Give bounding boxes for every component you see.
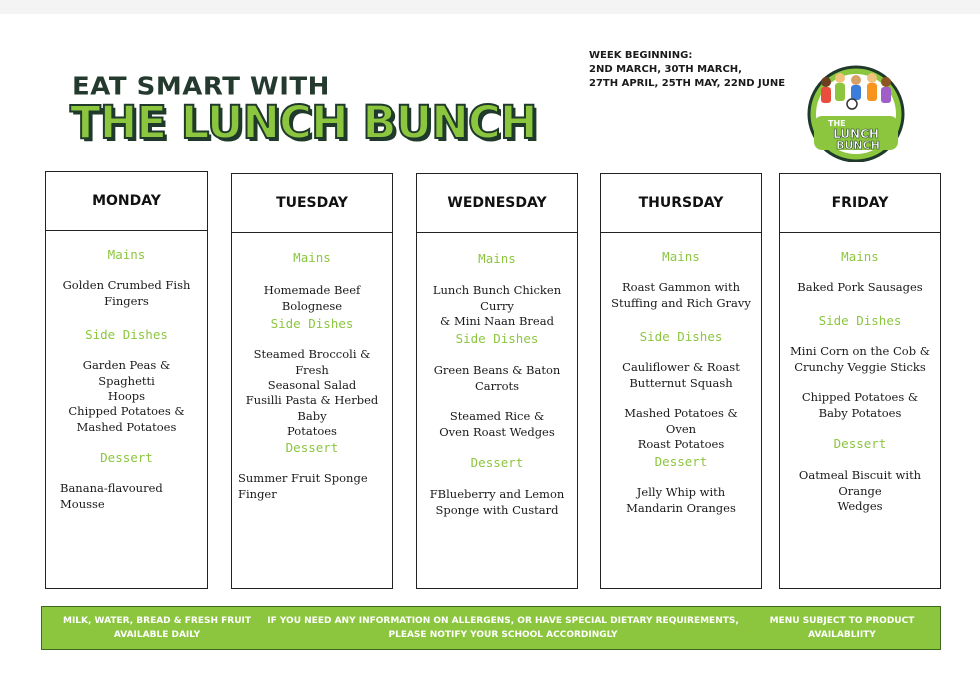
day-header: THURSDAY: [601, 174, 761, 233]
dessert-item: Oatmeal Biscuit with Orange Wedges: [798, 468, 922, 513]
mains-item: Homemade Beef Bolognese: [263, 283, 361, 313]
side-dishes-heading: Side Dishes: [639, 329, 723, 344]
side-item: Cauliflower & Roast Butternut Squash: [622, 360, 740, 390]
mains-heading: Mains: [107, 247, 146, 262]
mains-heading: Mains: [662, 249, 700, 264]
week-dates-1: 2ND MARCH, 30TH MARCH,: [589, 64, 742, 75]
mains-item: Lunch Bunch Chicken Curry & Mini Naan Bread: [432, 283, 562, 328]
title-eat-smart: EAT SMART WITH: [72, 72, 330, 102]
dessert-item: Jelly Whip with Mandarin Oranges: [626, 485, 736, 515]
side-item: Garden Peas & Spaghetti Hoops: [82, 358, 171, 403]
side-item: Mini Corn on the Cob & Crunchy Veggie Sticks: [790, 344, 930, 374]
dessert-heading: Dessert: [833, 436, 887, 451]
mains-heading: Mains: [293, 250, 331, 265]
dessert-heading: Dessert: [100, 450, 153, 465]
mains-item: Roast Gammon with Stuffing and Rich Gravy: [611, 280, 751, 310]
mains-item: Baked Pork Sausages: [797, 280, 923, 294]
day-column-friday: [779, 173, 941, 589]
mains-heading: Mains: [478, 251, 516, 266]
footer-allergens-notice: IF YOU NEED ANY INFORMATION ON ALLERGENS, OR HAVE SPECIAL DIETARY REQUIREMENTS, PLEASE NOTIFY YOUR SCHOOL ACCORDINGLY: [267, 616, 739, 640]
dessert-heading: Dessert: [285, 440, 339, 455]
side-dishes-heading: Side Dishes: [818, 313, 902, 328]
dessert-item: FBlueberry and Lemon Sponge with Custard: [429, 487, 565, 517]
side-item: Green Beans & Baton Carrots: [433, 363, 561, 393]
logo-text-bunch: BUNCH: [836, 139, 880, 152]
day-column-wednesday: [416, 173, 578, 589]
footer-daily-items: MILK, WATER, BREAD & FRESH FRUIT AVAILABLE DAILY: [62, 616, 252, 640]
footer-banner: [41, 606, 941, 650]
side-dishes-heading: Side Dishes: [455, 331, 539, 346]
logo-text-the: THE: [828, 119, 846, 128]
side-dishes-heading: Side Dishes: [85, 327, 168, 342]
side-item: Mashed Potatoes & Oven Roast Potatoes: [624, 406, 738, 451]
day-header: WEDNESDAY: [417, 174, 577, 233]
day-header: FRIDAY: [780, 174, 940, 233]
day-column-monday: [45, 171, 208, 589]
dessert-item: Summer Fruit Sponge Finger: [238, 471, 368, 501]
dessert-heading: Dessert: [470, 455, 524, 470]
side-item: Steamed Rice & Oven Roast Wedges: [439, 409, 555, 439]
dessert-heading: Dessert: [654, 454, 708, 469]
logo-text-lunch: LUNCH: [833, 127, 879, 141]
week-beginning: [589, 49, 785, 91]
day-column-thursday: [600, 173, 762, 589]
lunch-bunch-logo: [806, 62, 906, 162]
week-heading: WEEK BEGINNING:: [589, 50, 693, 61]
side-item: Chipped Potatoes & Baby Potatoes: [801, 390, 919, 420]
day-header: MONDAY: [46, 172, 207, 231]
week-dates-2: 27TH APRIL, 25TH MAY, 22ND JUNE: [589, 78, 786, 89]
mains-heading: Mains: [841, 249, 879, 264]
dessert-item: Banana-flavoured Mousse: [60, 481, 163, 511]
title-lunch-bunch: THE LUNCH BUNCH: [70, 96, 537, 149]
day-column-tuesday: [231, 173, 393, 589]
footer-availability-note: MENU SUBJECT TO PRODUCT AVAILABLIITY: [769, 616, 915, 640]
side-dishes-heading: Side Dishes: [270, 316, 354, 331]
side-item: Fusilli Pasta & Herbed Baby Potatoes: [245, 393, 379, 438]
side-item: Steamed Broccoli & Fresh Seasonal Salad: [253, 347, 371, 392]
day-header: TUESDAY: [232, 174, 392, 233]
mains-item: Golden Crumbed Fish Fingers: [62, 278, 191, 308]
side-item: Chipped Potatoes & Mashed Potatoes: [68, 404, 185, 434]
